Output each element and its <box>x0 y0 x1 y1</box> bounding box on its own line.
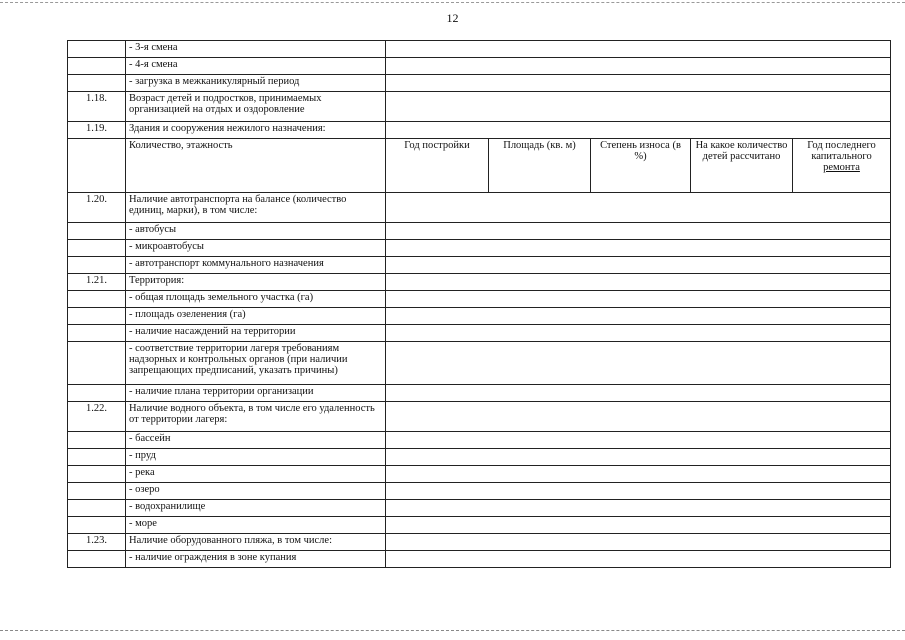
row-number <box>68 223 126 240</box>
answer-cell[interactable] <box>386 274 891 291</box>
answer-cell[interactable] <box>386 342 891 385</box>
page-number: 12 <box>446 11 459 25</box>
row-label: - автобусы <box>126 223 386 240</box>
answer-cell[interactable] <box>386 500 891 517</box>
header-last-repair <box>793 139 891 193</box>
answer-cell[interactable] <box>386 466 891 483</box>
table-row <box>68 257 891 274</box>
row-number <box>68 466 126 483</box>
table-row <box>68 432 891 449</box>
table-row <box>68 58 891 75</box>
row-number <box>68 483 126 500</box>
row-label: - водохранилище <box>126 500 386 517</box>
header-last-repair-text: Год последнего капитального <box>807 140 876 162</box>
row-label: - наличие ограждения в зоне купания <box>126 551 386 568</box>
table-row <box>68 274 891 291</box>
row-number <box>68 385 126 402</box>
answer-cell[interactable] <box>386 41 891 58</box>
header-last-repair-tail: ремонта <box>823 162 860 173</box>
answer-cell[interactable] <box>386 75 891 92</box>
answer-cell[interactable] <box>386 308 891 325</box>
row-number: 1.19. <box>68 122 126 139</box>
row-number: 1.22. <box>68 402 126 432</box>
table-row <box>68 240 891 257</box>
row-label: Количество, этажность <box>126 139 386 193</box>
header-wear: Степень износа (в %) <box>591 139 691 193</box>
scan-edge-bottom <box>0 630 905 631</box>
row-number <box>68 551 126 568</box>
row-number <box>68 325 126 342</box>
row-number <box>68 257 126 274</box>
row-number <box>68 41 126 58</box>
answer-cell[interactable] <box>386 402 891 432</box>
table-row <box>68 122 891 139</box>
row-number <box>68 432 126 449</box>
row-number <box>68 291 126 308</box>
row-label: - 3-я смена <box>126 41 386 58</box>
header-year-built: Год постройки <box>386 139 489 193</box>
row-label: - 4-я смена <box>126 58 386 75</box>
answer-cell[interactable] <box>386 432 891 449</box>
table-row <box>68 75 891 92</box>
row-label: Здания и сооружения нежилого назначения: <box>126 122 386 139</box>
row-number <box>68 517 126 534</box>
row-number: 1.21. <box>68 274 126 291</box>
row-label: - общая площадь земельного участка (га) <box>126 291 386 308</box>
row-label: - море <box>126 517 386 534</box>
row-label: - река <box>126 466 386 483</box>
row-label: Территория: <box>126 274 386 291</box>
answer-cell[interactable] <box>386 257 891 274</box>
row-number <box>68 500 126 517</box>
row-label: - соответствие территории лагеря требованиям надзорных и контрольных органов (при наличии запрещающих предписаний, указать причины) <box>126 342 386 385</box>
scan-edge-top <box>0 2 905 3</box>
table-row <box>68 325 891 342</box>
row-label: - площадь озеленения (га) <box>126 308 386 325</box>
row-number <box>68 75 126 92</box>
table-row <box>68 466 891 483</box>
answer-cell[interactable] <box>386 223 891 240</box>
header-capacity: На какое количество детей рассчитано <box>691 139 793 193</box>
answer-cell[interactable] <box>386 385 891 402</box>
table-row <box>68 139 891 193</box>
answer-cell[interactable] <box>386 58 891 75</box>
header-area: Площадь (кв. м) <box>489 139 591 193</box>
row-label: - микроавтобусы <box>126 240 386 257</box>
answer-cell[interactable] <box>386 534 891 551</box>
row-number: 1.20. <box>68 193 126 223</box>
row-number <box>68 58 126 75</box>
row-label: - наличие плана территории организации <box>126 385 386 402</box>
table-row <box>68 534 891 551</box>
table-row <box>68 291 891 308</box>
answer-cell[interactable] <box>386 240 891 257</box>
answer-cell[interactable] <box>386 92 891 122</box>
row-label: - загрузка в межканикулярный период <box>126 75 386 92</box>
row-number: 1.18. <box>68 92 126 122</box>
answer-cell[interactable] <box>386 291 891 308</box>
table-row <box>68 41 891 58</box>
row-label: - наличие насаждений на территории <box>126 325 386 342</box>
row-number <box>68 449 126 466</box>
table-row <box>68 92 891 122</box>
row-label: - пруд <box>126 449 386 466</box>
row-label: - автотранспорт коммунального назначения <box>126 257 386 274</box>
row-number <box>68 342 126 385</box>
row-label: Наличие водного объекта, в том числе его удаленность от территории лагеря: <box>126 402 386 432</box>
row-label: - бассейн <box>126 432 386 449</box>
row-number <box>68 240 126 257</box>
row-label: Возраст детей и подростков, принимаемых организацией на отдых и оздоровление <box>126 92 386 122</box>
table-row <box>68 193 891 223</box>
row-number <box>68 139 126 193</box>
answer-cell[interactable] <box>386 551 891 568</box>
answer-cell[interactable] <box>386 325 891 342</box>
row-label: Наличие автотранспорта на балансе (количество единиц, марки), в том числе: <box>126 193 386 223</box>
table-row <box>68 483 891 500</box>
row-number: 1.23. <box>68 534 126 551</box>
row-label: - озеро <box>126 483 386 500</box>
row-number <box>68 308 126 325</box>
table-row <box>68 500 891 517</box>
answer-cell[interactable] <box>386 483 891 500</box>
questionnaire-table <box>67 40 891 568</box>
table-row <box>68 308 891 325</box>
table-row <box>68 517 891 534</box>
table-row <box>68 551 891 568</box>
table-row <box>68 385 891 402</box>
row-label: Наличие оборудованного пляжа, в том числе: <box>126 534 386 551</box>
table-row <box>68 402 891 432</box>
table-row <box>68 342 891 385</box>
answer-cell[interactable] <box>386 517 891 534</box>
answer-cell[interactable] <box>386 449 891 466</box>
answer-cell[interactable] <box>386 193 891 223</box>
answer-cell[interactable] <box>386 122 891 139</box>
table-row <box>68 449 891 466</box>
table-row <box>68 223 891 240</box>
